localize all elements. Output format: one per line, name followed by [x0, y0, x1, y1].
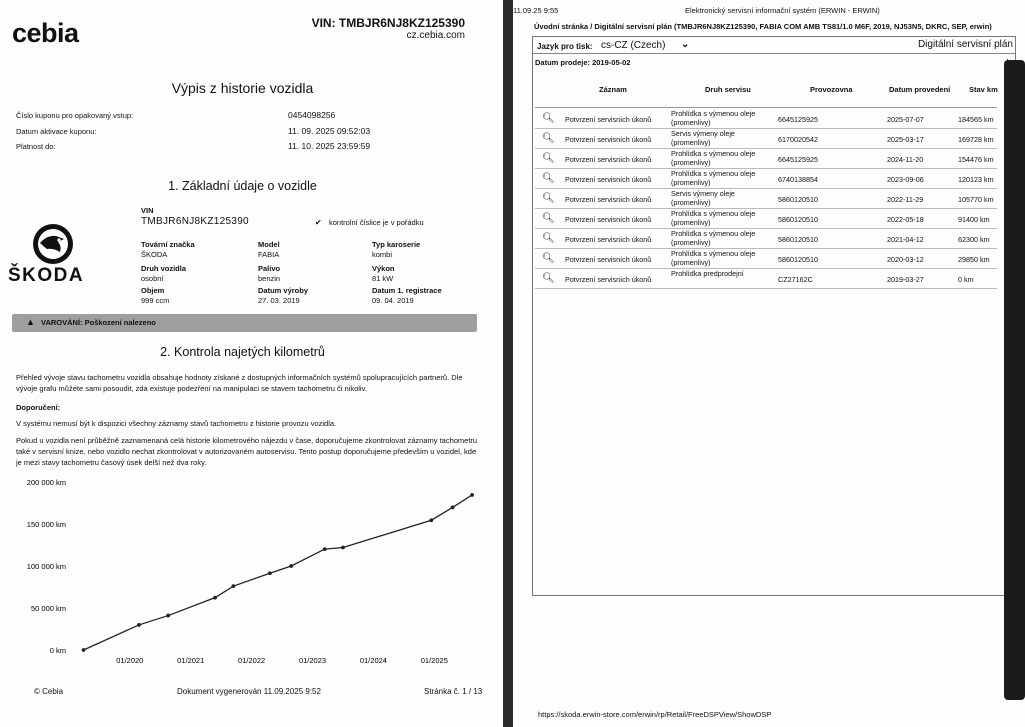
- cell-mileage: 120123 km: [958, 175, 994, 184]
- detail-brand: [141, 240, 195, 259]
- cell-record: Potvrzení servisních úkonů: [565, 175, 652, 184]
- detail-fuel: [258, 264, 280, 283]
- magnifier-icon[interactable]: 🔍︎: [542, 273, 555, 284]
- language-select[interactable]: cs-CZ (Czech): [601, 40, 666, 51]
- detail-power-value: 81 kW: [372, 274, 394, 283]
- mileage-data-point: [213, 596, 217, 600]
- mileage-intro: Přehled vývoje stavu tachometru vozidla obsahuje hodnoty získané z dostupných informačních systémů spolupracujících partnerů. Dle vývoje grafu můžete sami posoudit, zda existuje podezření na manipulaci se stavem tachometru či nikoliv.: [16, 373, 463, 393]
- detail-power-label: Výkon: [372, 264, 395, 273]
- detail-manufactured: [258, 286, 308, 305]
- dsp-title: Digitální servisní plán: [917, 39, 1013, 50]
- detail-volume: [141, 286, 169, 305]
- detail-body-label: Typ karoserie: [372, 240, 421, 249]
- x-tick-label: 01/2022: [238, 656, 266, 665]
- vin-header: VIN: TMBJR6NJ8KZ125390: [311, 16, 465, 30]
- table-row[interactable]: [535, 249, 997, 269]
- mileage-data-point: [470, 493, 474, 497]
- magnifier-icon[interactable]: 🔍︎: [542, 193, 555, 204]
- cell-date: 2019-03-27: [887, 275, 924, 284]
- system-title: Elektronický servisní informační systém (ERWIN - ERWIN): [685, 6, 880, 15]
- x-tick-label: 01/2020: [116, 656, 144, 665]
- mileage-data-point: [231, 584, 235, 588]
- warning-text: VAROVÁNÍ: Poškození nalezeno: [41, 318, 156, 327]
- cebia-logo: cebia: [12, 18, 79, 48]
- cell-record: Potvrzení servisních úkonů: [565, 195, 652, 204]
- cell-mileage: 29850 km: [958, 255, 990, 264]
- detail-volume-label: Objem: [141, 286, 165, 295]
- y-tick-label: 100 000 km: [26, 562, 66, 571]
- language-label: Jazyk pro tisk:: [537, 42, 593, 51]
- skoda-wordmark: ŠKODA: [8, 265, 85, 286]
- vin-label: VIN: [141, 206, 154, 215]
- x-tick-label: 01/2023: [298, 656, 327, 665]
- chevron-down-icon[interactable]: ⌄: [681, 39, 690, 50]
- table-row[interactable]: [535, 149, 997, 169]
- cell-mileage: 184565 km: [958, 115, 994, 124]
- cell-workshop: 5860120510: [778, 215, 818, 224]
- cell-mileage: 0 km: [958, 275, 974, 284]
- detail-model-value: FABIA: [258, 250, 280, 259]
- header-divider: [535, 107, 997, 108]
- cell-workshop: 5860120510: [778, 195, 818, 204]
- coupon-label: Číslo kuponu pro opakovaný vstup:: [16, 111, 134, 120]
- service-plan-panel: [532, 36, 1016, 596]
- detail-brand-label: Tovární značka: [141, 240, 195, 249]
- damage-warning: [12, 314, 477, 332]
- language-bar: [533, 37, 1015, 54]
- cell-service-type: Prohlídka s výmenou oleje (promenlivy): [671, 149, 756, 167]
- warning-icon: ▲: [26, 317, 35, 327]
- page-url: https://skoda.erwin-store.com/erwin/rp/Retail/FreeDSPView/ShowDSP: [538, 710, 772, 719]
- section-2-title: 2. Kontrola najetých kilometrů: [160, 345, 325, 359]
- validity-value: 11. 10. 2025 23:59:59: [288, 141, 371, 151]
- x-tick-label: 01/2025: [420, 656, 448, 665]
- detail-volume-value: 999 ccm: [141, 296, 170, 305]
- column-header-record: Záznam: [599, 85, 627, 94]
- cell-workshop: 6740138854: [778, 175, 818, 184]
- column-header-date: Datum provedení: [889, 85, 951, 94]
- cell-date: 2025-07-07: [887, 115, 924, 124]
- cell-workshop: 5860120510: [778, 235, 818, 244]
- y-tick-label: 0 km: [49, 646, 66, 655]
- recommendation-text: Pokud u vozidla není průběžně zaznamenaná celá historie kilometrového nájezdu v čase, doporučujeme zkontrolovat záznamy tachometru také v servisní knize, nebo vozidlo nechat zkontrolovat v autorizovaném autoservisu. Tento postup doporučujeme především u vozidel, kde je mezi stavy tachometru časový úsek delší než dva roky.: [16, 436, 478, 467]
- mileage-data-point: [166, 614, 170, 618]
- cell-record: Potvrzení servisních úkonů: [565, 155, 652, 164]
- mileage-data-point: [429, 518, 433, 522]
- mileage-data-point: [323, 547, 327, 551]
- magnifier-icon[interactable]: 🔍︎: [542, 213, 555, 224]
- cell-service-type: Prohlídka s výmenou oleje (promenlivy): [671, 169, 756, 187]
- cell-workshop: 6645125925: [778, 115, 818, 124]
- activation-label: Datum aktivace kuponu:: [16, 127, 97, 136]
- footer-page-number: Stránka č. 1 / 13: [424, 687, 483, 696]
- mileage-series-line: [84, 495, 473, 650]
- cell-service-type: Prohlídka s výmenou oleje (promenlivy): [671, 209, 756, 227]
- magnifier-icon[interactable]: 🔍︎: [542, 153, 555, 164]
- detail-model: [258, 240, 280, 259]
- sale-date: Datum prodeje: 2019-05-02: [535, 58, 631, 67]
- table-row[interactable]: [535, 209, 997, 229]
- mileage-chart: [0, 470, 503, 675]
- cell-mileage: 105770 km: [958, 195, 994, 204]
- detail-brand-value: ŠKODA: [141, 250, 168, 259]
- detail-body: [372, 240, 420, 259]
- magnifier-icon[interactable]: 🔍︎: [542, 113, 555, 124]
- recommendation-note: V systému nemusí být k dispozici všechny záznamy stavů tachometru z historie provozu vozidla.: [16, 419, 337, 428]
- table-row[interactable]: [535, 109, 997, 129]
- cell-workshop: CZ27162C: [778, 275, 813, 284]
- magnifier-icon[interactable]: 🔍︎: [542, 173, 555, 184]
- table-row[interactable]: [535, 269, 997, 289]
- cell-date: 2025-03-17: [887, 135, 924, 144]
- detail-power: [372, 264, 395, 283]
- cell-record: Potvrzení servisních úkonů: [565, 255, 652, 264]
- cell-date: 2024-11-20: [887, 155, 924, 164]
- detail-registration-value: 09. 04. 2019: [372, 296, 414, 305]
- cell-mileage: 91400 km: [958, 215, 990, 224]
- cell-date: 2022-05-18: [887, 215, 924, 224]
- check-icon: ✔: [315, 218, 322, 227]
- validity-label: Platnost do:: [16, 142, 56, 151]
- cell-record: Potvrzení servisních úkonů: [565, 115, 652, 124]
- detail-registration-label: Datum 1. registrace: [372, 286, 442, 295]
- detail-kind-value: osobní: [141, 274, 164, 283]
- table-row[interactable]: [535, 189, 997, 209]
- y-tick-label: 200 000 km: [26, 478, 66, 487]
- cell-workshop: 6645125925: [778, 155, 818, 164]
- recommendation-heading: Doporučení:: [16, 403, 61, 412]
- coupon-value: 0454098256: [288, 110, 336, 120]
- cell-mileage: 154476 km: [958, 155, 994, 164]
- footer-copyright: © Cebia: [34, 687, 64, 696]
- x-tick-label: 01/2021: [177, 656, 205, 665]
- column-header-workshop: Provozovna: [810, 85, 853, 94]
- cell-service-type: Prohlídka s výmenou oleje (promenlivy): [671, 109, 756, 127]
- cell-date: 2020-03-12: [887, 255, 924, 264]
- y-tick-label: 50 000 km: [30, 604, 66, 613]
- cell-record: Potvrzení servisních úkonů: [565, 215, 652, 224]
- cell-workshop: 5860120510: [778, 255, 818, 264]
- skoda-logo-icon: [31, 222, 75, 266]
- detail-manufactured-label: Datum výroby: [258, 286, 309, 295]
- section-1-title: 1. Základní údaje o vozidle: [168, 179, 317, 193]
- mileage-data-point: [451, 506, 455, 510]
- vin-check-text: kontrolní číslice je v pořádku: [329, 218, 424, 227]
- table-row[interactable]: [535, 169, 997, 189]
- mileage-data-point: [268, 571, 272, 575]
- detail-kind-label: Druh vozidla: [141, 264, 187, 273]
- column-header-mileage: Stav km: [969, 85, 998, 94]
- cell-service-type: Servis výmeny oleje (promenlivy): [671, 129, 735, 147]
- scrollbar[interactable]: [1004, 60, 1025, 700]
- magnifier-icon[interactable]: 🔍︎: [542, 133, 555, 144]
- detail-kind: [141, 264, 186, 283]
- detail-model-label: Model: [258, 240, 280, 249]
- cell-service-type: Prohlídka s výmenou oleje (promenlivy): [671, 249, 756, 267]
- cell-date: 2021-04-12: [887, 235, 924, 244]
- erwin-dsp-page: [513, 0, 1025, 727]
- mileage-data-point: [341, 546, 345, 550]
- cebia-report-page: [0, 0, 503, 727]
- detail-manufactured-value: 27. 03. 2019: [258, 296, 300, 305]
- cell-record: Potvrzení servisních úkonů: [565, 235, 652, 244]
- vin-value: TMBJR6NJ8KZ125390: [141, 216, 249, 227]
- cell-service-type: Servis výmeny oleje (promenlivy): [671, 189, 735, 207]
- detail-body-value: kombi: [372, 250, 393, 259]
- x-tick-label: 01/2024: [359, 656, 387, 665]
- website-text: cz.cebia.com: [406, 30, 465, 41]
- cell-date: 2022-11-29: [887, 195, 924, 204]
- cell-record: Potvrzení servisních úkonů: [565, 135, 652, 144]
- cell-record: Potvrzení servisních úkonů: [565, 275, 652, 284]
- magnifier-icon[interactable]: 🔍︎: [542, 233, 555, 244]
- magnifier-icon[interactable]: 🔍︎: [542, 253, 555, 264]
- detail-fuel-label: Palivo: [258, 264, 281, 273]
- mileage-data-point: [137, 623, 141, 627]
- detail-registration: [372, 286, 442, 305]
- y-tick-label: 150 000 km: [26, 520, 66, 529]
- column-header-service-type: Druh servisu: [705, 85, 751, 94]
- cell-date: 2023-09-06: [887, 175, 924, 184]
- cell-service-type: Prohlídka predprodejní: [671, 269, 744, 278]
- cell-mileage: 62300 km: [958, 235, 990, 244]
- page-title: Výpis z historie vozidla: [171, 80, 314, 96]
- detail-fuel-value: benzin: [258, 274, 281, 283]
- activation-value: 11. 09. 2025 09:52:03: [288, 126, 371, 136]
- cell-workshop: 6170020542: [778, 135, 818, 144]
- mileage-data-point: [82, 648, 86, 652]
- cell-service-type: Prohlídka s výmenou oleje (promenlivy): [671, 229, 756, 247]
- mileage-data-point: [289, 564, 293, 568]
- table-row[interactable]: [535, 129, 997, 149]
- print-timestamp: 11.09.25 9:55: [513, 6, 559, 15]
- table-row[interactable]: [535, 229, 997, 249]
- footer-generated: Dokument vygenerován 11.09.2025 9:52: [177, 687, 321, 696]
- cell-mileage: 169728 km: [958, 135, 994, 144]
- breadcrumb: Úvodní stránka / Digitální servisní plán (TMBJR6NJ8KZ125390, FABIA COM AMB TS81/1.0 M6F, 2019, NJ53N5, DKRC, SEP, erwin): [534, 22, 992, 31]
